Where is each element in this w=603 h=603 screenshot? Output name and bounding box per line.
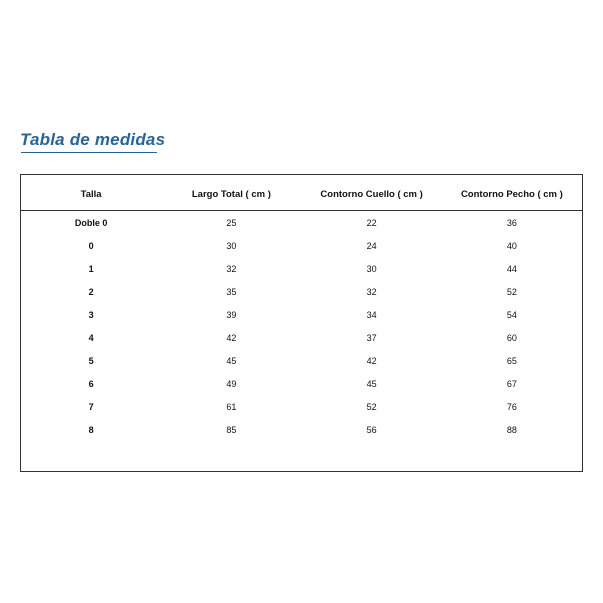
column-header-contorno-pecho: Contorno Pecho ( cm ) — [442, 175, 582, 211]
table-row — [21, 211, 582, 235]
cell-pecho: 88 — [506, 424, 517, 435]
cell-cuello: 30 — [366, 263, 377, 274]
table-row — [21, 326, 582, 349]
cell-talla: 3 — [88, 309, 94, 320]
measurements-table — [21, 175, 582, 441]
cell-largo: 49 — [226, 378, 237, 389]
table-row — [21, 280, 582, 303]
measurements-table-container — [20, 174, 583, 472]
cell-largo: 39 — [226, 309, 237, 320]
page-title: Tabla de medidas — [20, 130, 166, 149]
cell-talla: 0 — [88, 240, 94, 251]
cell-largo: 35 — [226, 286, 237, 297]
cell-pecho: 65 — [506, 355, 517, 366]
cell-largo: 45 — [226, 355, 237, 366]
cell-cuello: 22 — [366, 217, 377, 228]
title-underline — [21, 152, 157, 153]
cell-largo: 85 — [226, 424, 237, 435]
table-header — [21, 175, 582, 211]
cell-pecho: 36 — [506, 217, 517, 228]
cell-cuello: 37 — [366, 332, 377, 343]
cell-largo: 61 — [226, 401, 237, 412]
cell-pecho: 60 — [506, 332, 517, 343]
cell-cuello: 45 — [366, 378, 377, 389]
cell-largo: 30 — [226, 240, 237, 251]
cell-largo: 25 — [226, 217, 237, 228]
cell-talla: 7 — [88, 401, 94, 412]
table-row — [21, 395, 582, 418]
cell-talla: Doble 0 — [74, 217, 108, 228]
cell-talla: 5 — [88, 355, 94, 366]
column-header-largo-total: Largo Total ( cm ) — [161, 175, 301, 211]
table-header-row — [21, 175, 582, 211]
table-row — [21, 257, 582, 280]
cell-talla: 2 — [88, 286, 94, 297]
cell-talla: 6 — [88, 378, 94, 389]
cell-talla: 8 — [88, 424, 94, 435]
table-row — [21, 372, 582, 395]
cell-largo: 42 — [226, 332, 237, 343]
cell-cuello: 52 — [366, 401, 377, 412]
cell-pecho: 52 — [506, 286, 517, 297]
cell-pecho: 54 — [506, 309, 517, 320]
cell-largo: 32 — [226, 263, 237, 274]
cell-pecho: 76 — [506, 401, 517, 412]
cell-cuello: 24 — [366, 240, 377, 251]
cell-cuello: 34 — [366, 309, 377, 320]
cell-pecho: 40 — [506, 240, 517, 251]
table-body — [21, 211, 582, 442]
column-header-contorno-cuello: Contorno Cuello ( cm ) — [302, 175, 442, 211]
table-row — [21, 418, 582, 441]
cell-talla: 4 — [88, 332, 94, 343]
cell-cuello: 42 — [366, 355, 377, 366]
table-row — [21, 303, 582, 326]
table-row — [21, 349, 582, 372]
cell-pecho: 67 — [506, 378, 517, 389]
table-row — [21, 234, 582, 257]
cell-cuello: 32 — [366, 286, 377, 297]
cell-cuello: 56 — [366, 424, 377, 435]
column-header-talla: Talla — [21, 175, 161, 211]
cell-talla: 1 — [88, 263, 94, 274]
cell-pecho: 44 — [506, 263, 517, 274]
